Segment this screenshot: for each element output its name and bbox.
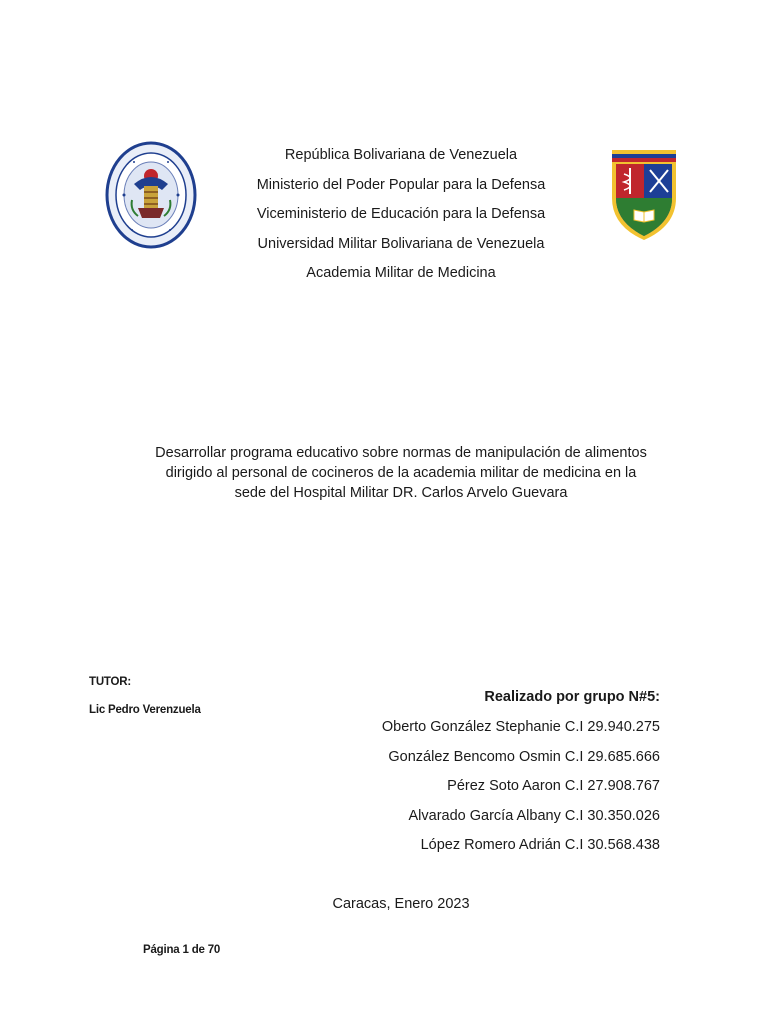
title-line: sede del Hospital Militar DR. Carlos Arvelo Guevara	[234, 485, 568, 501]
group-members	[382, 686, 660, 864]
member-item: González Bencomo Osmin C.I 29.685.666	[388, 748, 660, 765]
tutor-label: TUTOR:	[89, 676, 132, 688]
header-line: Academia Militar de Medicina	[306, 265, 496, 281]
institution-header	[200, 144, 602, 292]
page-number: Página 1 de 70	[143, 944, 221, 956]
project-title	[140, 443, 662, 503]
academy-shield-logo	[608, 148, 680, 242]
header-line: Viceministerio de Educación para la Defensa	[256, 206, 546, 222]
group-title: Realizado por grupo N#5:	[484, 689, 660, 705]
academy-shield-icon	[608, 148, 680, 242]
tutor-name: Lic Pedro Verenzuela	[89, 704, 201, 716]
header-line: Ministerio del Poder Popular para la Defensa	[256, 176, 546, 193]
member-item: Oberto González Stephanie C.I 29.940.275	[381, 719, 660, 735]
member-item: Pérez Soto Aaron C.I 27.908.767	[447, 778, 660, 794]
member-item: López Romero Adrián C.I 30.568.438	[420, 837, 660, 853]
city-date: Caracas, Enero 2023	[332, 896, 470, 912]
university-seal-logo	[104, 140, 198, 250]
member-item: Alvarado García Albany C.I 30.350.026	[408, 807, 660, 824]
header-line: República Bolivariana de Venezuela	[284, 147, 518, 163]
header-line: Universidad Militar Bolivariana de Venezuela	[257, 235, 545, 252]
university-seal-icon	[104, 140, 198, 250]
title-line: Desarrollar programa educativo sobre normas de manipulación de alimentos	[155, 445, 647, 461]
title-line: dirigido al personal de cocineros de la academia militar de medicina en la	[165, 465, 637, 481]
